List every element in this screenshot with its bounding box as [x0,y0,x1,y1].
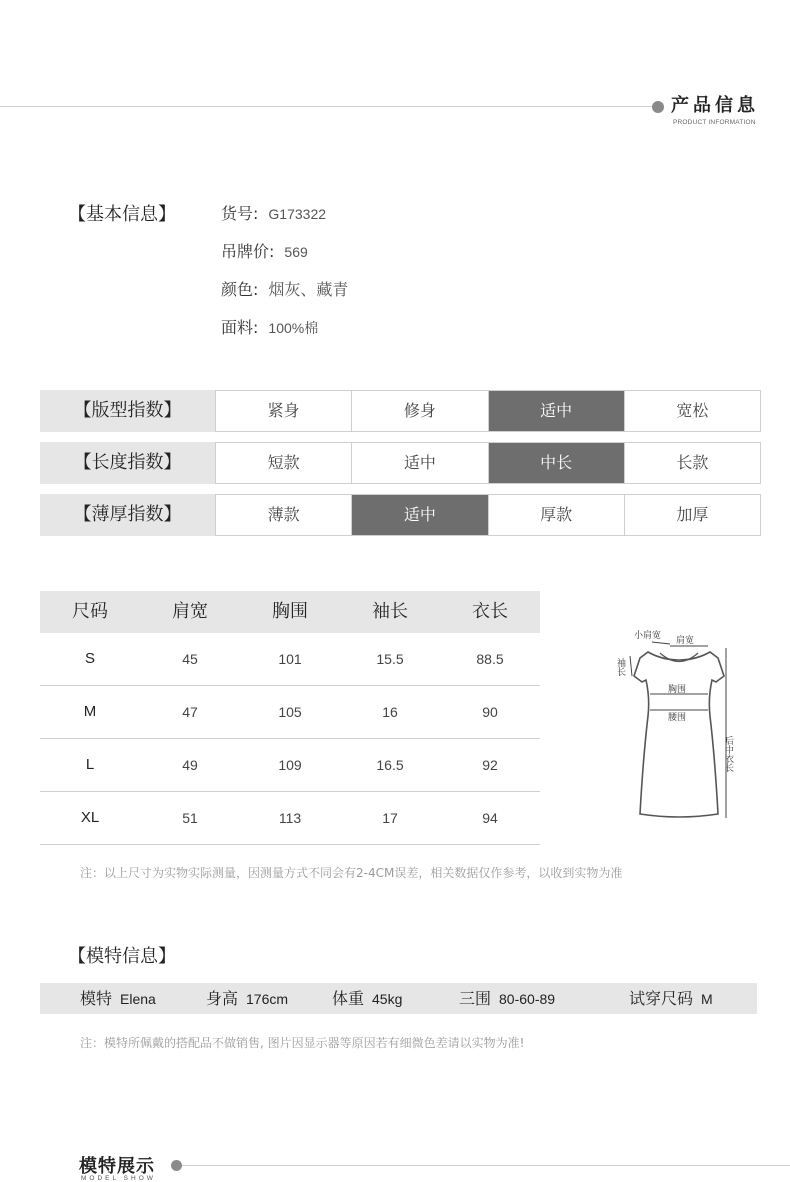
table-cell: 94 [482,810,498,826]
table-row [40,633,540,686]
table-row [40,686,540,739]
length-index-options [215,442,761,484]
table-cell: 105 [278,704,302,720]
fit-index-row [40,390,760,432]
thickness-index-label: 【薄厚指数】 [40,494,215,536]
section-subtitle-product-info: PRODUCT INFORMATION [673,119,756,126]
footer-divider [182,1165,790,1166]
size-table [40,591,540,845]
section-subtitle-model-show: MODEL SHOW [81,1175,156,1182]
color-value: 烟灰、藏青 [268,280,349,299]
basic-info-title: 【基本信息】 [68,204,176,225]
table-cell: 15.5 [376,651,404,667]
item-number-label: 货号: [221,204,259,223]
length-option: 长款 [624,443,760,483]
fabric-row [221,315,318,339]
thickness-option: 薄款 [267,505,300,524]
model-weight-value: 45kg [372,991,403,1007]
section-title-product-info: 产品信息 [671,95,759,116]
table-cell: L [85,756,95,773]
small-shoulder-label: 小肩宽 [634,631,662,641]
thickness-index-row [40,494,760,536]
fit-index-options [215,390,761,432]
table-cell: 51 [182,810,198,826]
table-row [40,792,540,845]
fabric-value: 100%棉 [268,320,319,336]
price-row [221,239,308,263]
length-index-label: 【长度指数】 [40,442,215,484]
length-option: 短款 [267,453,300,472]
fit-option: 紧身 [267,401,300,420]
header-size: 尺码 [72,601,108,622]
table-cell: 49 [182,757,198,773]
model-height [206,983,288,1015]
fabric-label: 面料: [221,318,259,337]
thickness-option: 适中 [351,495,487,535]
header-chest: 胸围 [272,601,308,622]
color-label: 颜色: [221,280,259,299]
price-label: 吊牌价: [221,242,275,261]
dress-outline [634,652,724,817]
table-cell: 109 [278,757,302,773]
model-measurements [459,983,555,1015]
thickness-index-options [215,494,761,536]
size-table-header [40,591,540,633]
table-cell: 88.5 [476,651,504,667]
size-note: 注：以上尺寸为实物实际测量，因测量方式不同会有2-4CM误差，相关数据仅作参考，以收到实物为准 [80,866,623,880]
waist-label: 腰围 [668,713,687,723]
table-row [40,739,540,792]
fit-option: 修身 [351,391,487,431]
model-name-value: Elena [120,991,156,1007]
small-shoulder-line [652,642,670,644]
footer-dot-icon [171,1160,182,1171]
model-weight-label: 体重 [332,989,365,1008]
length-option: 适中 [351,443,487,483]
table-cell: XL [80,809,100,826]
table-cell: 45 [182,651,198,667]
length-index-row [40,442,760,484]
table-cell: 92 [482,757,498,773]
chest-label: 胸围 [668,685,687,695]
model-weight [332,983,402,1015]
sleeve-label: 袖长 [615,658,625,676]
header-shoulder: 肩宽 [172,601,208,622]
model-info-bar [40,983,757,1014]
table-cell: 101 [278,651,302,667]
model-name [80,983,156,1015]
table-cell: 113 [278,810,302,826]
model-height-label: 身高 [206,989,239,1008]
header-dot-icon [652,101,664,113]
dress-measurement-diagram [612,624,742,824]
item-number-value: G173322 [268,206,327,222]
table-cell: M [83,703,97,720]
model-size-label: 试穿尺码 [629,989,694,1008]
section-title-model-show: 模特展示 [79,1156,155,1177]
model-measurements-value: 80-60-89 [499,991,556,1007]
model-note: 注：模特所佩戴的搭配品不做销售, 图片因显示器等原因若有细微色差请以实物为准! [80,1036,525,1050]
fit-index-label: 【版型指数】 [40,390,215,432]
header-sleeve: 袖长 [372,601,408,622]
fit-option: 宽松 [624,391,760,431]
model-measurements-label: 三围 [459,989,492,1008]
table-cell: 17 [382,810,398,826]
shoulder-label: 肩宽 [676,636,695,646]
sleeve-line [630,656,632,676]
header-length: 衣长 [472,601,508,622]
table-cell: 16.5 [376,757,404,773]
model-height-value: 176cm [246,991,289,1007]
model-info-title: 【模特信息】 [68,946,176,967]
model-size-value: M [701,991,713,1007]
model-size [629,983,713,1015]
table-cell: 47 [182,704,198,720]
fit-option: 适中 [488,391,624,431]
color-row [221,277,348,301]
table-cell: S [84,650,95,667]
length-option: 中长 [488,443,624,483]
table-cell: 90 [482,704,498,720]
price-value: 569 [284,244,308,260]
length-label: 后中衣长 [723,736,733,772]
item-number-row [221,201,326,225]
table-cell: 16 [382,704,398,720]
model-name-label: 模特 [80,989,113,1008]
thickness-option: 厚款 [488,495,624,535]
thickness-option: 加厚 [624,495,760,535]
header-divider [0,106,652,107]
